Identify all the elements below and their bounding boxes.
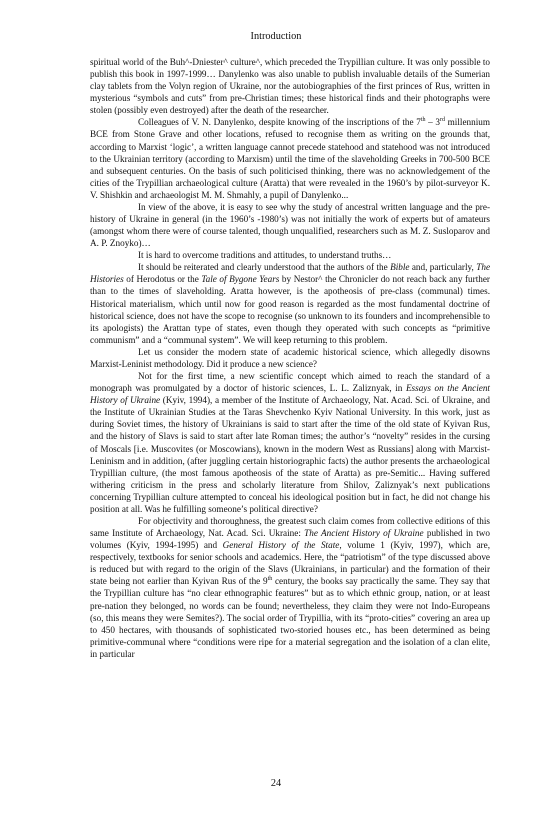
paragraph [90,370,490,515]
text-run: spiritual world of the Buh^-Dniester^ culture^, which preceded the Trypillian culture. It was only possible to publish this book in 1997-1999… Danylenko was also unable to publish invaluable details of the Sumerian clay tablets from the Volyn region of Ukraine, nor the autobiographies of the first princes of Rus, written in mysterious “symbols and cuts” from pre-Christian times; these historical finds and their photographs were stolen (possibly even destroyed) after the death of the researcher. [90,57,490,116]
text-run: Let us consider the modern state of academic historical science, which allegedly disowns Marxist-Leninist methodology. Did it produce a new science? [90,346,490,369]
superscript: th [420,117,426,124]
italic-title: General History of the State [222,540,340,551]
text-run: by Nestor^ the Chronicler do not reach back any further than to the times of slaveholding. Aratta however, is the apotheosis of pre-class (communal) times. Historical materialism, which until now for good reason is regarded as the most fundamental doctrine of historical science, does not have the scope to recognise (so unknown to its founders and incomprehensible to its apologists) the Arattan type of states, even though they operated with such concepts as “primitive communism” and a “communal system”. We will keep returning to this problem. [90,274,490,345]
italic-title: The Histories [90,262,491,285]
text-run: In view of the above, it is easy to see why the study of ancestral written language and the pre-history of Ukraine in general (in the 1960’s -1980’s) was not initially the work of experts but of amateurs (amongst whom there were of course talented, though unqualified, researchers such as M. Z. Susloparov and A. P. Znoyko)… [90,201,490,249]
text-run: century, the books say practically the same. They say that the Trypillian culture has “no clear ethnographic features” but as to which ethnic group, nation, or at least pre-nation they belonged, no words can be found; nevertheless, they claim they were not Indo-Europeans (so, this means they were Semites?). The social order of Trypillia, with its “proto-cities” covering an area up to 450 hectares, with thousands of sophisticated two-storied houses etc., has been determined as being primitive-communal where “conditions were ripe for a material segregation and the isolation of a clan elite, in particular [90,576,490,659]
italic-title: Tale of Bygone Years [201,274,280,285]
paragraph [90,201,490,249]
paragraph [90,56,490,116]
text-run: – 3 [425,117,440,128]
text-run: For objectivity and thoroughness, the greatest such claim comes from collective editions of this same Institute of Archaeology, Nat. Acad. Sci. Ukraine: [90,515,490,539]
text-run: It should be reiterated and clearly understood that the authors of the [138,262,391,273]
italic-title: Bible [390,262,410,273]
text-run: Not for the first time, a new scientific concept which aimed to reach the standard of a monograph was promulgated by a doctor of historic sciences, L. L. Zaliznyak, in [90,371,490,394]
superscript: rd [439,117,445,124]
paragraph [90,515,490,660]
body-text [90,56,490,660]
running-header: Introduction [250,31,302,42]
page-number: 24 [270,778,282,789]
paragraph [90,116,490,201]
paragraph [90,261,490,346]
italic-title: The Ancient History of Ukraine [304,528,424,539]
paragraph [90,249,490,261]
text-run: published in two volumes (Kyiv, 1994-1995) and [90,528,490,551]
text-run: It is hard to overcome traditions and attitudes, to understand truths… [138,250,392,261]
text-run: millennium BCE from Stone Grave and other locations, refused to recognise them as writing on the grounds that, according to Marxist ‘logic’, a written language cannot precede statehood and statehood was not introduced to the Ukrainian territory (according to Marxism) until the time of the slaveholding Greeks in 700-500 BCE and subsequent centuries. On the basis of such politicised thinking, there was no acknowledgement of the cities of the Trypillian archaeological culture (Aratta) that were revealed in the 1960’s by pilot-surveyor K. V. Shishkin and archaeologist M. M. Shmahly, a pupil of Danylenko... [90,117,490,200]
text-run: and, particularly, [409,262,477,273]
italic-title: Essays on the Ancient History of Ukraine [90,383,490,406]
text-run: , volume 1 (Kyiv, 1997), which are, respectively, textbooks for senior schools and academics. Here, the “patriotism” of the type discussed above is reduced but with regard to the origin of the Slavs (Ukrainians, in particular) and the formation of their state being not earlier than Kyivan Rus of the 9 [90,540,490,587]
text-run: (Kyiv, 1994), a member of the Institute of Archaeology, Nat. Acad. Sci. of Ukraine, and the Institute of Ukrainian Studies at the Taras Shevchenko Kyiv National University. In this work, just as during Soviet times, the history of Ukrainians is said to start after the time of the old state of Kyivan Rus, and the history of Slavs is said to start after late Roman times; the author’s “novelty” resides in the cursing of Moscals [i.e. Muscovites (or Moscowians), known in the modern West as Russians] along with Marxist-Leninism and in addition, (after juggling certain historiographic facts) the author presents the archaeological Trypillian culture, (the most famous apotheosis of the state of Aratta) as pre-Semitic... Having suffered withering criticism in the press and scholarly literature from Shilov, Zaliznyak’s next publications concerning Trypillian culture attempted to conceal his ideological position but in fact, he did not change his position at all. Was he fulfilling someone’s political directive? [90,395,490,514]
paragraph [90,346,490,370]
text-run: Colleagues of V. N. Danylenko, despite knowing of the inscriptions of the 7 [138,117,421,128]
superscript: th [267,576,273,583]
text-run: of Herodotus or the [123,274,202,285]
